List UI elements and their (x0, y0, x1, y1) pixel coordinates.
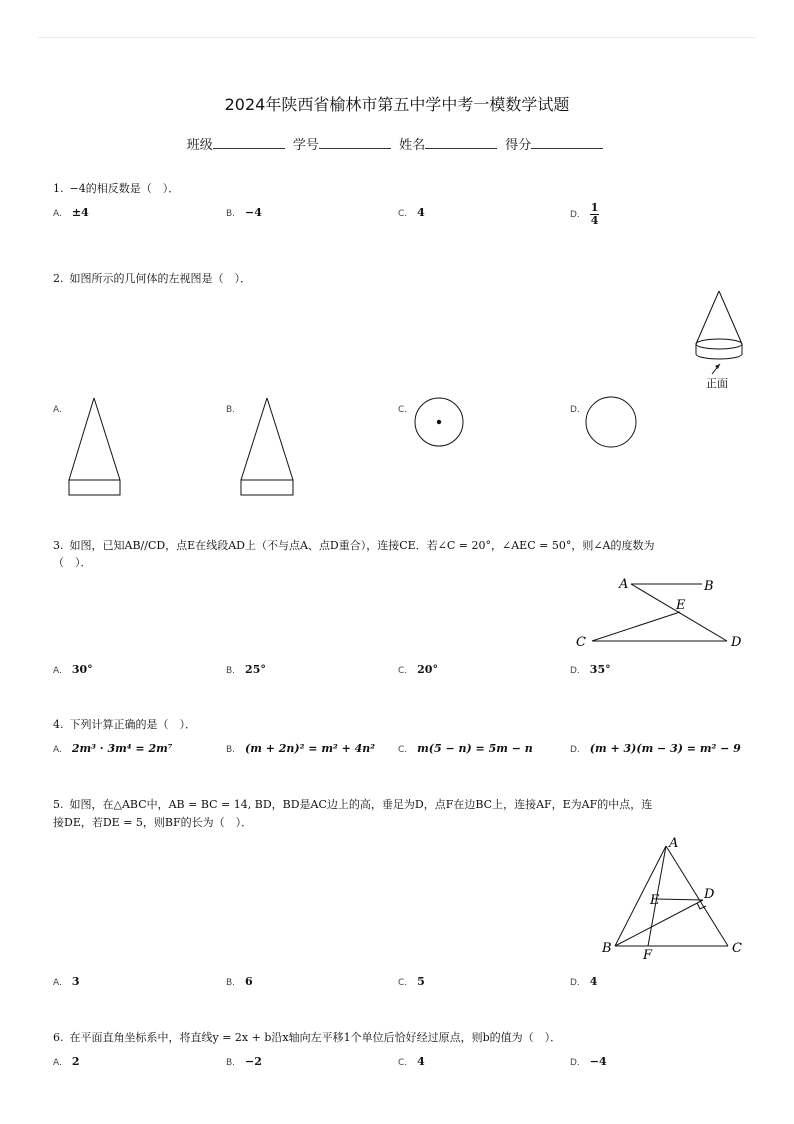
point-d-label: D (731, 635, 742, 650)
option-letter: A. (53, 666, 62, 676)
q3-option-d[interactable] (570, 663, 611, 676)
question-text: 在平面直角坐标系中，将直线y = 2x + b沿x轴向左平移1个单位后恰好经过原点，则b的值为（ ）． (69, 1031, 562, 1044)
question-text: 下列计算正确的是（ ）． (69, 718, 196, 731)
q1-option-a[interactable] (53, 206, 89, 219)
option-value: 25° (245, 663, 266, 676)
q6-option-a[interactable] (53, 1055, 80, 1068)
option-value: (m + 3)(m − 3) = m² − 9 (589, 742, 741, 755)
option-value: 5 (417, 975, 425, 988)
option-a-figure (66, 396, 124, 498)
question-number: 2. (53, 272, 64, 285)
triangle-abc-figure (598, 834, 748, 962)
q4-option-d[interactable] (570, 742, 741, 755)
question-number: 6. (53, 1031, 64, 1044)
option-letter: B. (226, 978, 236, 988)
point-c-label: C (576, 635, 586, 650)
option-letter: C. (398, 745, 408, 755)
question-2 (53, 270, 251, 286)
question-3-continued: （ ）． (53, 556, 92, 569)
q1-option-c[interactable] (398, 206, 425, 219)
option-letter: A. (53, 405, 62, 415)
point-c-label: C (732, 941, 742, 956)
option-letter: C. (398, 978, 408, 988)
q4-option-b[interactable] (226, 742, 375, 755)
q6-option-b[interactable] (226, 1055, 262, 1068)
question-5 (53, 796, 652, 812)
point-e-label: E (650, 893, 660, 908)
fraction (590, 202, 600, 226)
option-d-figure (583, 396, 641, 452)
option-letter: B. (226, 666, 236, 676)
option-value: 30° (71, 663, 93, 676)
name-field[interactable] (425, 136, 497, 149)
option-value: 20° (417, 663, 438, 676)
option-letter: B. (226, 1058, 236, 1068)
question-number: 5. (53, 798, 64, 811)
question-text: 如图所示的几何体的左视图是（ ）． (69, 272, 251, 285)
option-value: −4 (589, 1055, 607, 1068)
option-letter: C. (398, 666, 408, 676)
point-d-label: D (704, 887, 715, 902)
option-letter: A. (53, 745, 62, 755)
option-value: ±4 (71, 206, 89, 219)
q5-option-b[interactable] (226, 975, 253, 988)
option-letter: B. (226, 209, 236, 219)
option-letter: D. (570, 1058, 580, 1068)
question-text: −4的相反数是（ ）． (69, 182, 180, 195)
student-id-field[interactable] (319, 136, 391, 149)
class-field[interactable] (213, 136, 285, 149)
question-4 (53, 716, 196, 732)
question-3 (53, 537, 655, 553)
option-letter: A. (53, 978, 62, 988)
score-field[interactable] (531, 136, 603, 149)
top-divider (38, 37, 756, 38)
front-label: 正面 (706, 377, 728, 390)
q6-option-d[interactable] (570, 1055, 607, 1068)
q4-option-a[interactable] (53, 742, 173, 755)
question-number: 4. (53, 718, 64, 731)
option-value: 6 (245, 975, 253, 988)
page-title: 2024年陕西省榆林市第五中学中考一模数学试题 (224, 95, 570, 114)
point-f-label: F (643, 948, 653, 962)
point-a-label: A (619, 577, 629, 592)
q6-option-c[interactable] (398, 1055, 425, 1068)
option-letter: D. (570, 405, 580, 415)
option-letter: D. (570, 210, 580, 221)
question-text: 如图，在△ABC中，AB = BC = 14, BD，BD是AC边上的高，垂足为D，点F在边BC上，连接AF，E为AF的中点，连 (69, 798, 653, 811)
point-e-label: E (676, 598, 686, 613)
class-label: 班级 (186, 138, 213, 153)
fraction-numerator: 1 (590, 201, 599, 214)
cone-solid-figure (688, 288, 752, 392)
option-c-figure (412, 396, 468, 452)
q3-option-a[interactable] (53, 663, 93, 676)
score-label: 得分 (505, 138, 532, 153)
option-letter: D. (570, 666, 580, 676)
q5-option-d[interactable] (570, 975, 597, 988)
option-letter: A. (53, 1058, 62, 1068)
name-label: 姓名 (399, 138, 426, 153)
q5-option-c[interactable] (398, 975, 425, 988)
q1-option-b[interactable] (226, 206, 262, 219)
option-value: −2 (245, 1055, 262, 1068)
point-a-label: A (669, 836, 679, 851)
option-letter: B. (226, 405, 236, 415)
option-b-figure (238, 396, 296, 498)
option-letter: B. (226, 745, 236, 755)
question-number: 1. (53, 182, 64, 195)
q4-option-c[interactable] (398, 742, 533, 755)
option-value: 3 (71, 975, 80, 988)
option-letter: C. (398, 209, 408, 219)
parallel-lines-figure (570, 574, 750, 654)
option-value: m(5 − n) = 5m − n (417, 742, 533, 755)
q1-option-d[interactable] (570, 202, 599, 226)
q5-option-a[interactable] (53, 975, 80, 988)
q3-option-b[interactable] (226, 663, 266, 676)
option-value: 4 (417, 1055, 425, 1068)
point-b-label: B (602, 941, 612, 956)
q3-option-c[interactable] (398, 663, 438, 676)
student-id-label: 学号 (292, 138, 319, 153)
option-letter: D. (570, 745, 580, 755)
question-number: 3. (53, 539, 64, 552)
student-info-row (0, 134, 794, 153)
fraction-denominator: 4 (590, 213, 599, 227)
option-letter: C. (398, 1058, 408, 1068)
option-value: 2 (71, 1055, 80, 1068)
option-letter: D. (570, 978, 580, 988)
option-letter: C. (398, 405, 408, 415)
question-text: 如图，已知AB//CD，点E在线段AD上（不与点A、点D重合），连接CE．若∠C = 20°，∠AEC = 50°，则∠A的度数为 (69, 539, 655, 552)
question-1 (53, 180, 179, 196)
option-value: −4 (245, 206, 262, 219)
option-value: 4 (417, 206, 425, 219)
question-6 (53, 1029, 561, 1045)
option-value: 35° (589, 663, 611, 676)
option-value: (m + 2n)² = m² + 4n² (245, 742, 376, 755)
option-value: 4 (589, 975, 598, 988)
question-5-continued: 接DE，若DE = 5，则BF的长为（ ）． (53, 816, 253, 829)
point-b-label: B (704, 579, 714, 594)
option-value: 2m³ · 3m⁴ = 2m⁷ (71, 742, 173, 755)
option-letter: A. (53, 209, 62, 219)
